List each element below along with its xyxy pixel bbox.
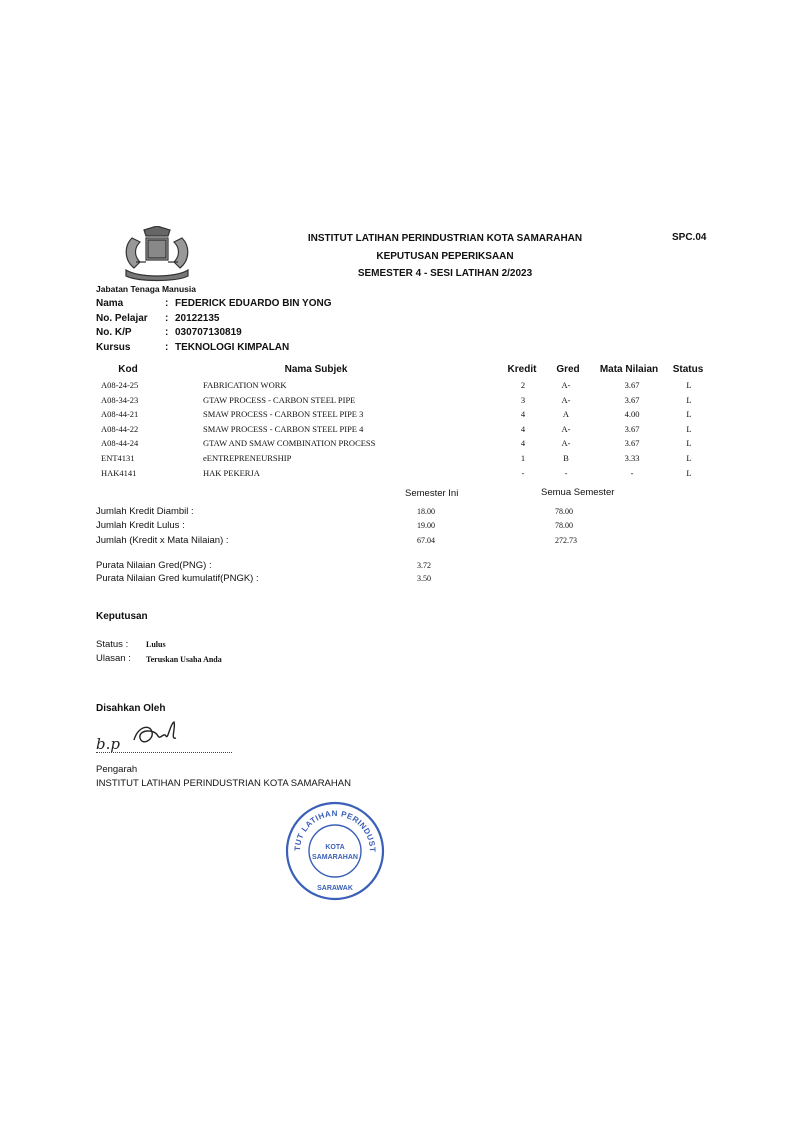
course-colon: : <box>165 342 169 353</box>
row-credit: 4 <box>520 409 526 419</box>
credits-passed-all: 78.00 <box>555 521 573 530</box>
row-points: 3.67 <box>624 380 640 390</box>
row-kod: A08-34-23 <box>101 395 139 405</box>
row-grade: A- <box>561 438 571 448</box>
official-stamp <box>284 800 386 902</box>
pngk-value: 3.50 <box>417 574 431 583</box>
pngk-label: Purata Nilaian Gred kumulatif(PNGK) : <box>96 573 259 584</box>
row-grade: A- <box>561 424 571 434</box>
row-kod: A08-44-24 <box>101 438 139 448</box>
row-status: L <box>686 438 692 448</box>
ic-number: 030707130819 <box>175 327 242 338</box>
header-kod: Kod <box>118 364 138 375</box>
row-subject: SMAW PROCESS - CARBON STEEL PIPE 4 <box>203 424 364 434</box>
row-points: 3.33 <box>624 453 640 463</box>
credits-taken-semester: 18.00 <box>417 507 435 516</box>
decision-title: Keputusan <box>96 611 148 622</box>
row-grade: A- <box>561 395 571 405</box>
semester-header: Semester Ini <box>405 488 459 499</box>
signature <box>94 718 234 756</box>
header-credit: Kredit <box>507 364 537 375</box>
status-label: Status : <box>96 639 129 650</box>
ic-label: No. K/P <box>96 327 132 338</box>
row-status: L <box>686 468 692 478</box>
row-status: L <box>686 453 692 463</box>
institute-title: INSTITUT LATIHAN PERINDUSTRIAN KOTA SAMARAHAN <box>307 233 583 244</box>
row-credit: 4 <box>520 424 526 434</box>
remark-value: Teruskan Usaha Anda <box>146 655 222 664</box>
all-semester-header: Semua Semester <box>541 487 615 498</box>
row-grade: - <box>564 468 568 478</box>
semester-title: SEMESTER 4 - SESI LATIHAN 2/2023 <box>357 268 533 279</box>
row-subject: SMAW PROCESS - CARBON STEEL PIPE 3 <box>203 409 364 419</box>
credits-passed-semester: 19.00 <box>417 521 435 530</box>
student-id: 20122135 <box>175 313 220 324</box>
credits-passed-label: Jumlah Kredit Lulus : <box>96 520 185 531</box>
row-kod: ENT4131 <box>101 453 135 463</box>
row-grade: B <box>563 453 569 463</box>
remark-label: Ulasan : <box>96 653 131 664</box>
row-subject: FABRICATION WORK <box>203 380 287 390</box>
row-subject: HAK PEKERJA <box>203 468 260 478</box>
row-kod: A08-44-21 <box>101 409 139 419</box>
stamp-outer-text: TUT LATIHAN PERINDUST <box>292 808 378 853</box>
total-points-all: 272.73 <box>555 536 577 545</box>
row-status: L <box>686 409 692 419</box>
total-points-semester: 67.04 <box>417 536 435 545</box>
header-points: Mata Nilaian <box>599 364 659 375</box>
png-label: Purata Nilaian Gred(PNG) : <box>96 560 212 571</box>
row-grade: A- <box>561 380 571 390</box>
row-points: 4.00 <box>624 409 640 419</box>
row-points: - <box>630 468 634 478</box>
approval-institute: INSTITUT LATIHAN PERINDUSTRIAN KOTA SAMARAHAN <box>96 778 351 789</box>
row-credit: 3 <box>520 395 526 405</box>
row-subject: GTAW AND SMAW COMBINATION PROCESS <box>203 438 376 448</box>
signature-line <box>96 752 232 753</box>
row-credit: 1 <box>520 453 526 463</box>
row-subject: GTAW PROCESS - CARBON STEEL PIPE <box>203 395 356 405</box>
document-title: KEPUTUSAN PEPERIKSAAN <box>376 251 514 262</box>
row-status: L <box>686 395 692 405</box>
form-code: SPC.04 <box>672 232 707 243</box>
id-colon: : <box>165 313 169 324</box>
status-value: Lulus <box>146 640 166 649</box>
header-status: Status <box>672 364 704 375</box>
signature-text: b.p <box>96 735 120 753</box>
row-credit: 2 <box>520 380 526 390</box>
row-subject: eENTREPRENEURSHIP <box>203 453 292 463</box>
credits-taken-label: Jumlah Kredit Diambil : <box>96 506 194 517</box>
row-status: L <box>686 424 692 434</box>
name-label: Nama <box>96 298 124 309</box>
stamp-bottom-text: SARAWAK <box>317 885 353 892</box>
row-grade: A <box>562 409 570 419</box>
course-label: Kursus <box>96 342 131 353</box>
png-value: 3.72 <box>417 561 431 570</box>
position-title: Pengarah <box>96 764 138 775</box>
row-kod: A08-24-25 <box>101 380 139 390</box>
student-id-label: No. Pelajar <box>96 313 148 324</box>
department-name: Jabatan Tenaga Manusia <box>96 284 196 294</box>
name-colon: : <box>165 298 169 309</box>
credits-taken-all: 78.00 <box>555 507 573 516</box>
row-kod: A08-44-22 <box>101 424 139 434</box>
student-name: FEDERICK EDUARDO BIN YONG <box>175 298 332 309</box>
row-points: 3.67 <box>624 424 640 434</box>
ic-colon: : <box>165 327 169 338</box>
row-credit: 4 <box>520 438 526 448</box>
stamp-inner-line2: SAMARAHAN <box>312 854 358 861</box>
crest-logo <box>118 226 196 282</box>
course-name: TEKNOLOGI KIMPALAN <box>175 342 290 353</box>
row-points: 3.67 <box>624 395 640 405</box>
row-status: L <box>686 380 692 390</box>
row-credit: - <box>521 468 525 478</box>
row-points: 3.67 <box>624 438 640 448</box>
header-subject: Nama Subjek <box>284 364 348 375</box>
total-points-label: Jumlah (Kredit x Mata Nilaian) : <box>96 535 229 546</box>
header-grade: Gred <box>556 364 580 375</box>
stamp-inner-line1: KOTA <box>325 844 345 851</box>
row-kod: HAK4141 <box>101 468 137 478</box>
approval-title: Disahkan Oleh <box>96 703 166 714</box>
